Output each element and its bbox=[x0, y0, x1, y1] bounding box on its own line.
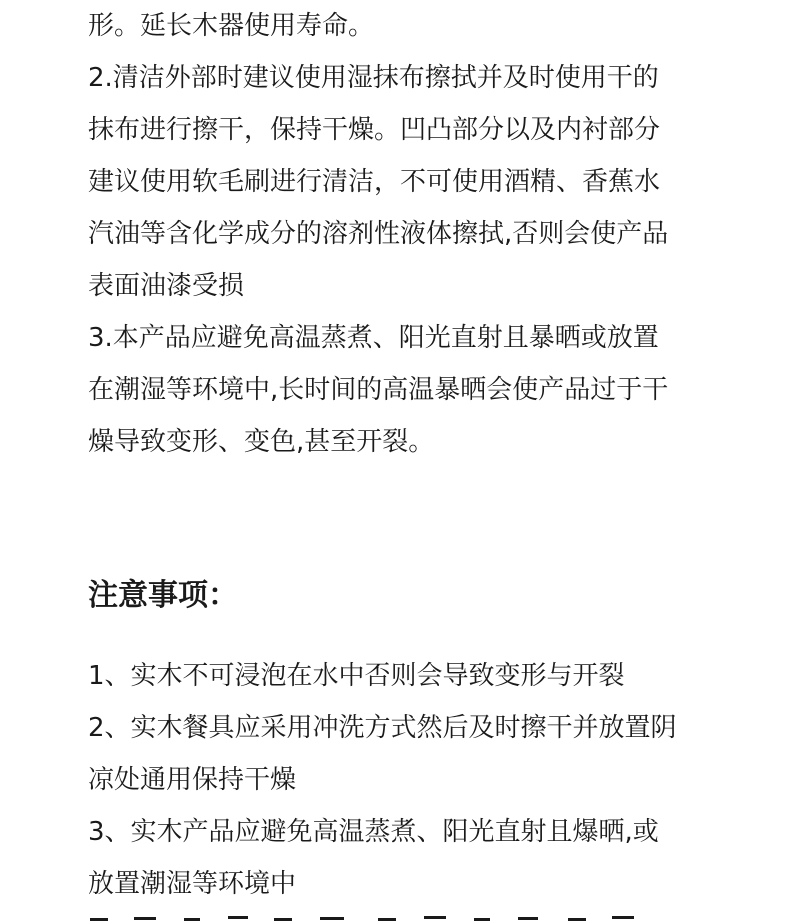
care-line: 3.本产品应避免高温蒸煮、阳光直射且暴晒或放置 bbox=[88, 323, 659, 353]
notes-line: 放置潮湿等环境中 bbox=[88, 869, 297, 899]
care-line: 在潮湿等环境中,长时间的高温暴晒会使产品过于干 bbox=[88, 375, 669, 405]
notes-list bbox=[88, 650, 728, 910]
notes-line: 2、实木餐具应采用冲洗方式然后及时擦干并放置阴 bbox=[88, 713, 677, 743]
notes-line: 1、实木不可浸泡在水中否则会导致变形与开裂 bbox=[88, 661, 625, 691]
care-line: 燥导致变形、变色,甚至开裂。 bbox=[88, 427, 435, 457]
care-line: 汽油等含化学成分的溶剂性液体擦拭,否则会使产品 bbox=[88, 219, 669, 249]
care-line: 建议使用软毛刷进行清洁，不可使用酒精、香蕉水 bbox=[88, 167, 661, 197]
notes-line: 凉处通用保持干燥 bbox=[88, 765, 297, 795]
notes-heading: 注意事项： bbox=[88, 578, 238, 613]
clipped-text-fragment-icon bbox=[88, 908, 648, 924]
care-line: 形。延长木器使用寿命。 bbox=[88, 11, 375, 41]
care-line: 表面油漆受损 bbox=[88, 271, 245, 301]
notes-line: 3、实木产品应避免高温蒸煮、阳光直射且爆晒,或 bbox=[88, 817, 659, 847]
care-line: 2.清洁外部时建议使用湿抹布擦拭并及时使用干的 bbox=[88, 63, 659, 93]
care-instructions bbox=[88, 0, 728, 468]
care-line: 抹布进行擦干，保持干燥。凹凸部分以及内衬部分 bbox=[88, 115, 661, 145]
clipped-next-line bbox=[88, 908, 648, 924]
